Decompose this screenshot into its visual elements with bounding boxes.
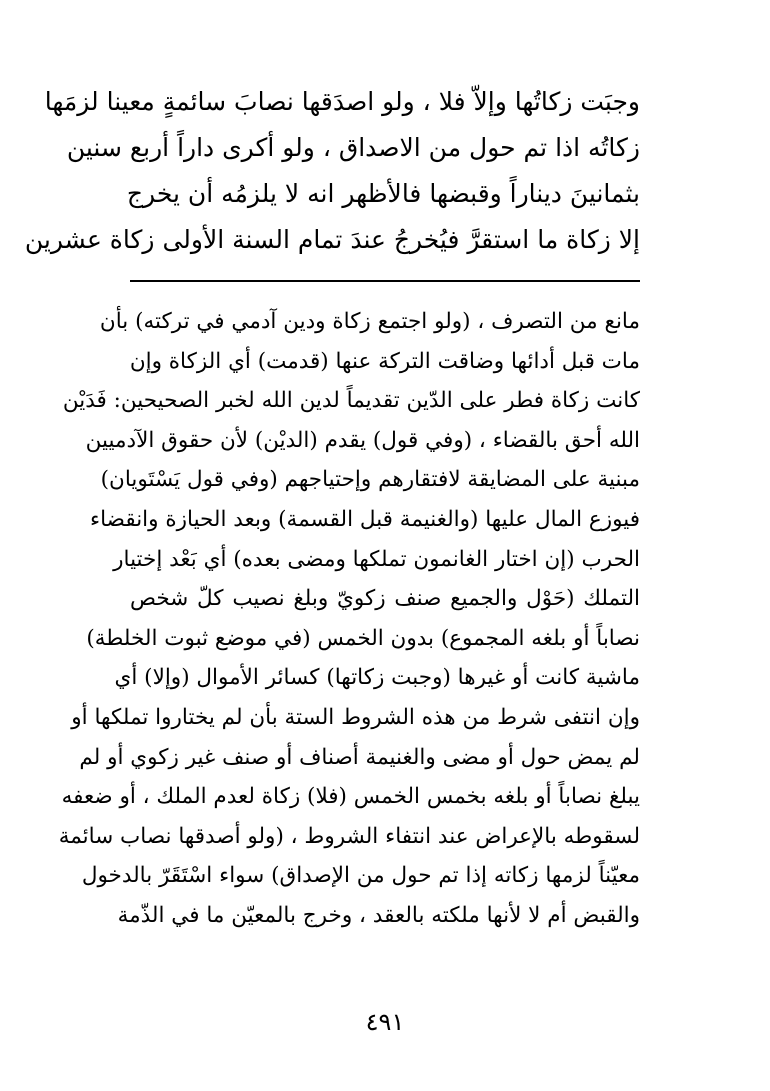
commentary-line: والقبض أم لا لأنها ملكته بالعقد ، وخرج بالمعيّن ما في الذّمة [117, 902, 640, 928]
commentary-line: يبلغ نصاباً أو بلغه بخمس الخمس (فلا) زكاة لعدم الملك ، أو ضعفه [61, 784, 640, 810]
commentary-text [58, 302, 640, 936]
commentary-line: مانع من التصرف ، (ولو اجتمع زكاة ودين آدمي في تركته) بأن [99, 309, 640, 334]
commentary-line: الحرب (إن اختار الغانمون تملكها ومضى بعده) أي بَعْد إختيار [113, 546, 640, 572]
commentary-line: نصاباً أو بلغه المجموع) بدون الخمس (في موضع ثبوت الخلطة) [86, 625, 640, 651]
main-text-line: إلا زكاة ما استقرَّ فيُخرجُ عندَ تمام السنة الأولى زكاة عشرين [24, 225, 640, 254]
page-number: ٤٩١ [365, 1008, 405, 1036]
commentary-line: مبنية على المضايقة لافتقارهم وإحتياجهم (وفي قول يَسْتَويان) [100, 467, 640, 493]
separator-rule [130, 280, 640, 282]
commentary-line: كانت زكاة فطر على الدّين تقديماً لدين الله لخبر الصحيحين: فَدَيْن [62, 388, 640, 414]
commentary-line: وإن انتفى شرط من هذه الشروط الستة بأن لم يختاروا تملكها أو [71, 704, 640, 730]
commentary-line: لم يمض حول أو مضى والغنيمة أصناف أو صنف غير زكوي أو لم [79, 744, 640, 770]
commentary-line: فيوزع المال عليها (والغنيمة قبل القسمة) وبعد الحيازة وانقضاء [90, 506, 640, 532]
main-text-line: زكاتُه اذا تم حول من الاصداق ، ولو أكرى داراً أربع سنين [66, 133, 640, 162]
main-text-line: وجبَت زكاتُها وإلاّ فلا ، ولو اصدَقها نصابَ سائمةٍ معينا لزمَها [44, 87, 640, 116]
main-text [24, 79, 640, 263]
commentary-line: التملك (حَوْل والجميع صنف زكويّ وبلغ نصيب كلّ شخص [130, 586, 640, 612]
main-text-line: بثمانينَ ديناراً وقبضها فالأظهر انه لا يلزمُه أن يخرج [126, 179, 640, 208]
commentary-line: الله أحق بالقضاء ، (وفي قول) يقدم (الديْن) لأن حقوق الآدميين [85, 427, 640, 453]
commentary-line: معيّناً لزمها زكاته إذا تم حول من الإصداق) سواء اسْتَقَرّ بالدخول [81, 863, 640, 889]
commentary-line: ماشية كانت أو غيرها (وجبت زكاتها) كسائر الأموال (وإلا) أي [114, 665, 640, 691]
commentary-line: مات قبل أدائها وضاقت التركة عنها (قدمت) أي الزكاة وإن [129, 348, 640, 374]
commentary-line: لسقوطه بالإعراض عند انتفاء الشروط ، (ولو أصدقها نصاب سائمة [58, 823, 640, 849]
